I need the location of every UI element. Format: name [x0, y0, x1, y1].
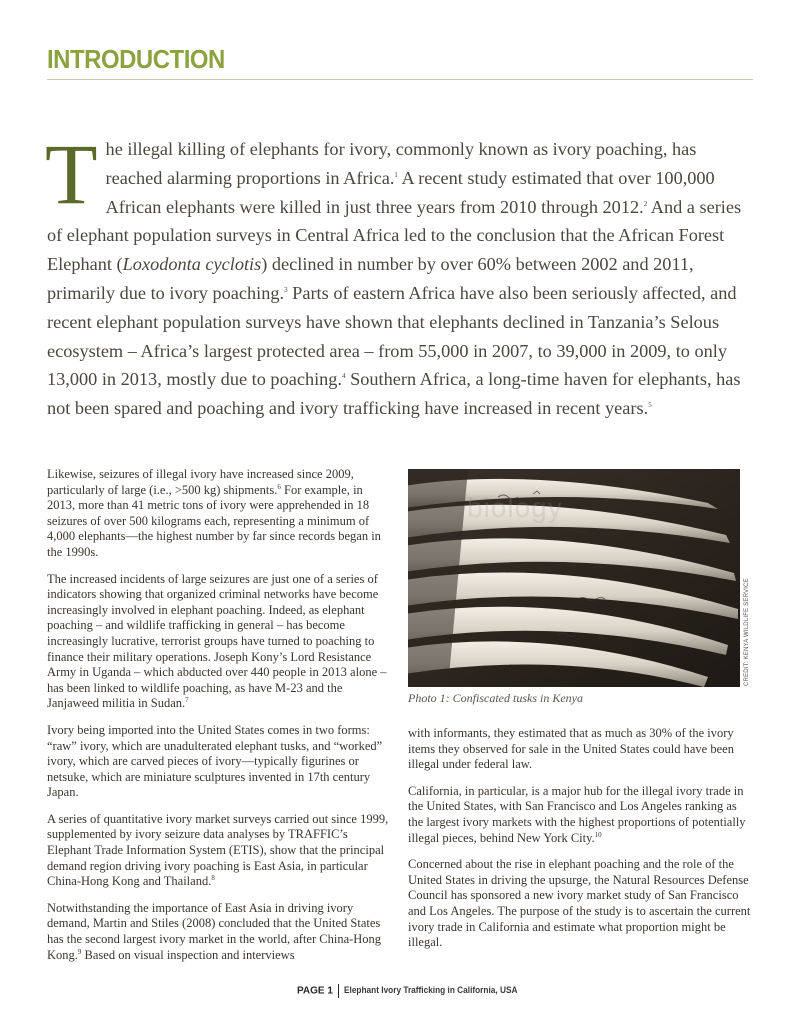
photo-credit: CREDIT: KENYA WILDLIFE SERVICE	[744, 578, 750, 686]
left-column	[47, 467, 389, 974]
report-title: Elephant Ivory Trafficking in California, USA	[343, 985, 518, 996]
tusks-illustration	[408, 469, 740, 687]
footnote-ref: 4	[342, 372, 346, 381]
body-paragraph: California, in particular, is a major hub for the illegal ivory trade in the United States, with San Francisco and Los Angeles ranking as the largest ivory markets with the highest proportions of potentially illegal pieces, behind New York City.$^{10}$	[408, 783, 746, 845]
right-column	[408, 726, 754, 962]
footnote-ref: 3	[284, 285, 288, 294]
body-paragraph: Notwithstanding the importance of East Asia in driving ivory demand, Martin and Stiles (2008) concluded that the United States has the second largest ivory market in the world, after China-Hong Kong.$^9$ Based on visual inspection and interviews	[47, 900, 382, 962]
lead-paragraph: The illegal killing of elephants for ivory, commonly known as ivory poaching, has reached alarming proportions in Africa.$^1$ A recent study estimated that over 100,000 African elephants were killed in just three years from 2010 through 2012.$^2$ And a series of elephant population surveys in Central Africa led to the conclusion that the African Forest Elephant (Loxodonta cyclotis) declined in number by over 60% between 2002 and 2011, primarily due to ivory poaching.$^3$ Parts of eastern Africa have also been seriously affected, and recent elephant population surveys have shown that elephants declined in Tanzania’s Selous ecosystem – Africa’s largest protected area – from 55,000 in 2007, to 39,000 in 2009, to only 13,000 in 2013, mostly due to poaching.$^4$ Southern Africa, a long-time haven for elephants, has not been spared and poaching and ivory trafficking have increased in recent years.$^5$	[45, 126, 742, 419]
photo-caption: Photo 1: Confiscated tusks in Kenya	[408, 691, 583, 705]
heading-rule	[47, 79, 753, 80]
footnote-ref: 1	[394, 170, 398, 179]
species-name: Loxodonta cyclotis	[122, 254, 262, 275]
body-paragraph: A series of quantitative ivory market surveys carried out since 1999, supplemented by ivory seizure data analyses by TRAFFIC’s Elephant Trade Information System (ETIS), show that the principal demand region driving ivory poaching is East Asia, in particular China-Hong Kong and Thailand.$^8$	[47, 811, 389, 889]
body-paragraph: Concerned about the rise in elephant poaching and the role of the United States in driving the upsurge, the Natural Resources Defense Council has sponsored a new ivory market study of San Francisco and Los Angeles. The purpose of the study is to ascertain the current ivory trade in California and estimate what proportion might be illegal.	[408, 857, 751, 950]
tusks-photo	[408, 469, 740, 687]
drop-cap: T	[45, 126, 98, 222]
footer-divider	[338, 984, 339, 998]
body-paragraph: with informants, they estimated that as much as 30% of the ivory items they observed for sale in the United States could have been illegal under federal law.	[408, 726, 734, 772]
body-paragraph: Ivory being imported into the United States comes in two forms: “raw” ivory, which are unadulterated elephant tusks, and “worked” ivory, which are carved pieces of ivory—typically figurines or netsuke, which are miniature sculptures invented in 17th century Japan.	[47, 722, 383, 800]
page-number: PAGE 1	[297, 985, 333, 997]
page-footer	[297, 984, 532, 998]
footnote-ref: 5	[648, 401, 652, 410]
footnote-ref: 2	[643, 199, 648, 208]
body-paragraph: Likewise, seizures of illegal ivory have increased since 2009, particularly of large (i.e., >500 kg) shipments.$^6$ For example, in 2013, more than 41 metric tons of ivory were apprehended in 18 seizures of over 500 kilograms each, representing a minimum of 4,000 elephants—the highest number by far since records began in the 1990s.	[47, 467, 381, 559]
watermark-text: biology	[467, 492, 563, 523]
body-paragraph: The increased incidents of large seizures are just one of a series of indicators showing that organized criminal networks have become increasingly involved in elephant poaching. Indeed, as elephant poaching – and wildlife trafficking in general – has become increasingly lucrative, terrorist groups have turned to poaching to finance their military operations. Joseph Kony’s Lord Resistance Army in Uganda – which abducted over 440 people in 2013 alone – has been linked to wildlife poaching, as have M-23 and the Janjaweed militia in Sudan.$^7$	[47, 571, 387, 711]
section-heading: INTRODUCTION	[47, 44, 225, 74]
